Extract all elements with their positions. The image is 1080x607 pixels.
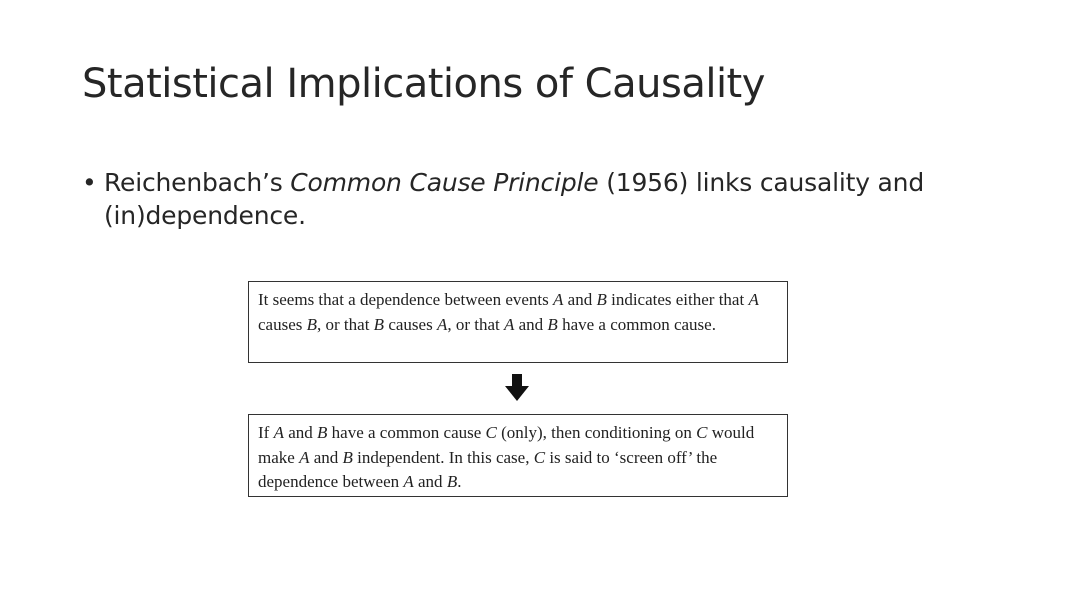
premise-text: It seems that a dependence between events A and B indicates either that A causes B, or that B causes A, or that A and B have a common cause. bbox=[258, 290, 759, 334]
bullet-suffix: (1956) links causality and (in)dependence. bbox=[104, 168, 924, 230]
conclusion-box bbox=[248, 414, 788, 497]
premise-box bbox=[248, 281, 788, 363]
conclusion-text: If A and B have a common cause C (only), then conditioning on C would make A and B independent. In this case, C is said to ‘screen off’ the dependence between A and B. bbox=[258, 423, 755, 491]
principle-name: Common Cause Principle bbox=[290, 168, 599, 197]
bullet-text bbox=[104, 166, 982, 232]
bullet-marker: • bbox=[82, 168, 97, 197]
bullet-item bbox=[82, 166, 982, 232]
slide-title: Statistical Implications of Causality bbox=[82, 61, 765, 107]
down-arrow-icon bbox=[505, 374, 529, 402]
bullet-prefix: Reichenbach’s bbox=[104, 168, 291, 197]
